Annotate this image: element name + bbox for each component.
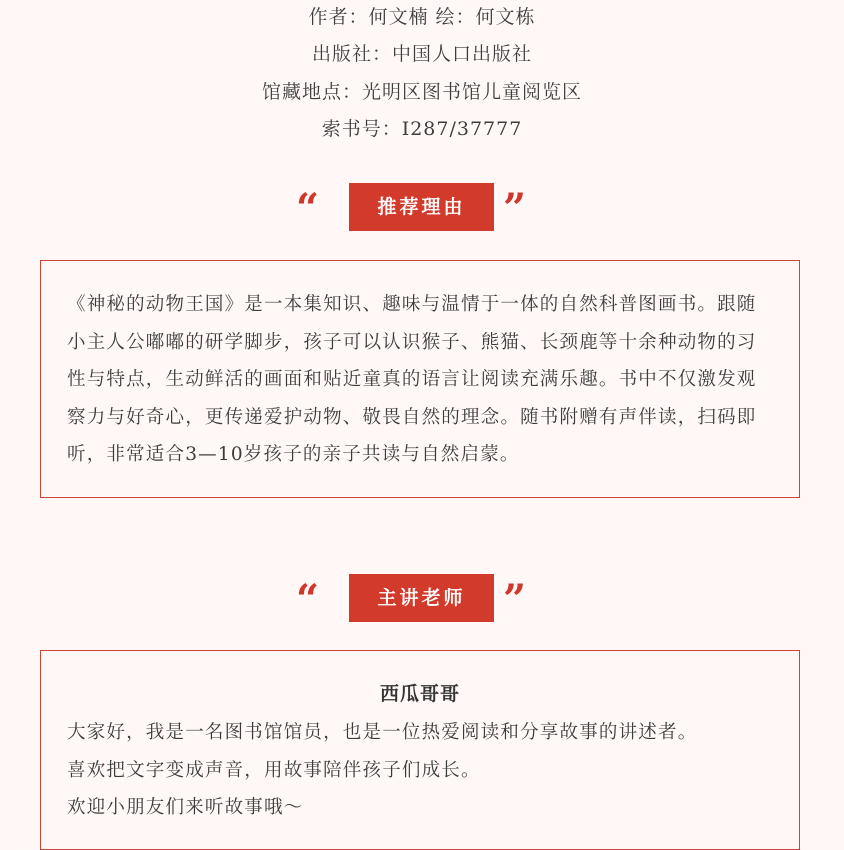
call-number-line: 索书号：I287/37777 [321,118,523,140]
close-quote-icon: ” [503,185,527,232]
recommend-section-header [0,183,844,231]
author-line: 作者：何文楠 绘：何文栋 [308,6,536,28]
teacher-name: 西瓜哥哥 [379,683,460,705]
teacher-intro-line: 喜欢把文字变成声音，用故事陪伴孩子们成长。 [67,759,481,781]
location-line: 馆藏地点：光明区图书馆儿童阅览区 [261,81,582,103]
recommend-title: 推荐理由 [349,183,494,231]
teacher-intro-line: 欢迎小朋友们来听故事哦～ [67,797,304,818]
teacher-section-header [0,574,844,622]
recommend-box [40,260,800,498]
teacher-box [40,650,800,850]
recommend-text: 《神秘的动物王国》是一本集知识、趣味与温情于一体的自然科普图画书。跟随小主人公嘟嘟的研学脚步，孩子可以认识猴子、熊猫、长颈鹿等十余种动物的习性与特点，生动鲜活的画面和贴近童真的语言让阅读充满乐趣。书中不仅激发观察力与好奇心，更传递爱护动物、敬畏自然的理念。随书附赠有声伴读，扫码即听，非常适合3—10岁孩子的亲子共读与自然启蒙。 [67,294,757,465]
close-quote-icon: ” [503,576,527,623]
teacher-title: 主讲老师 [349,574,494,622]
open-quote-icon: “ [296,576,320,623]
teacher-intro-line: 大家好，我是一名图书馆馆员，也是一位热爱阅读和分享故事的讲述者。 [67,722,698,743]
publisher-line: 出版社：中国人口出版社 [311,43,532,65]
open-quote-icon: “ [296,185,320,232]
